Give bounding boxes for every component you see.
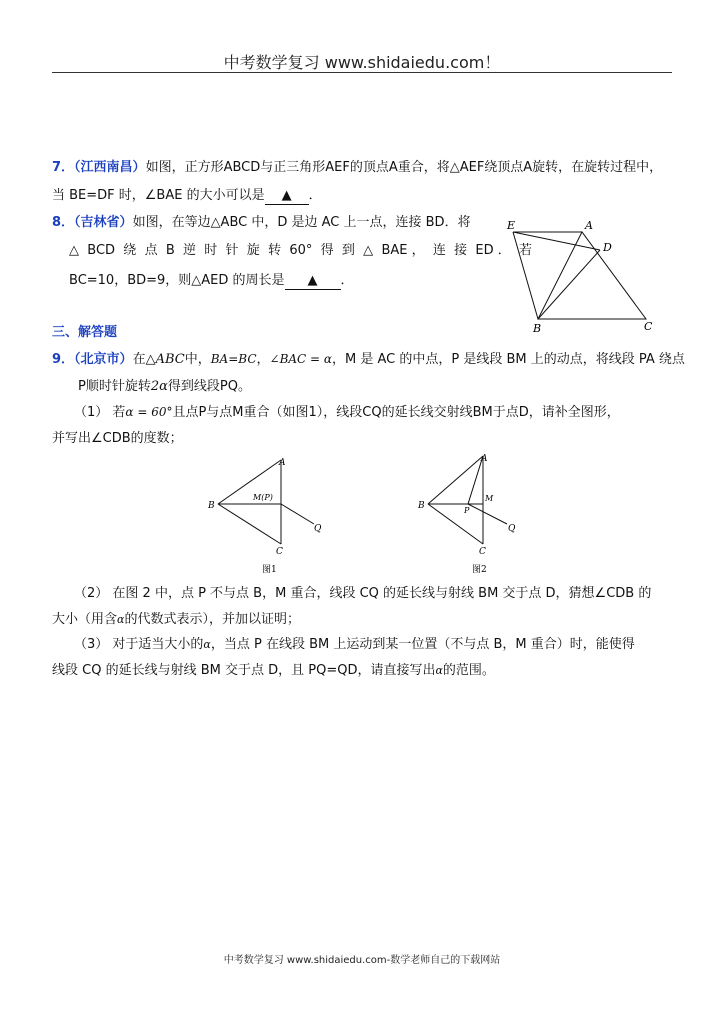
- fig2-label-a: A: [481, 454, 488, 464]
- q9-part2-line2: [52, 611, 300, 628]
- q7-number: 7．: [52, 160, 75, 175]
- fig1-label-c: C: [276, 547, 283, 557]
- q9-part3-a: （3） 对于适当大小的: [74, 637, 204, 652]
- q9-math-alpha60: α = 60°: [125, 405, 173, 419]
- q9-part3-alpha: α: [203, 638, 211, 651]
- q9-text-2a: P顺时针旋转: [78, 379, 151, 394]
- q9-math-ba-bc: BA=BC: [210, 352, 257, 366]
- q8-line3: [69, 272, 354, 290]
- q8-segment-ed: [513, 232, 600, 250]
- fig2-caption: 图2: [472, 565, 487, 574]
- q8-text-3: BC=10，BD=9，则△AED 的周长是: [69, 273, 285, 288]
- fig1-label-a: A: [279, 458, 286, 468]
- fig2-segment-pq: [468, 504, 507, 524]
- q9-text-1c: 中，: [184, 352, 211, 367]
- q8-text-1: 如图，在等边△ABC 中，D 是边 AC 上一点，连接 BD．将: [132, 215, 471, 230]
- q8-triangle-abc: [538, 232, 646, 319]
- header-rule: [52, 72, 672, 73]
- q9-part1-c: 且点P与点M重合（如图1），线段CQ的延长线交射线BM于点D，请补全图形，: [172, 405, 620, 420]
- q7-text-2-end: ．: [308, 188, 322, 203]
- q9-part3-d: 线段 CQ 的延长线与射线 BM 交于点 D，且 PQ=QD，请直接写出: [52, 663, 436, 678]
- q8-label-c: C: [644, 320, 653, 333]
- q8-label-b: B: [533, 322, 542, 335]
- q8-line1: [52, 214, 471, 231]
- fig2-segment-bc: [428, 504, 483, 544]
- q7-text-2: 当 BE=DF 时，∠BAE 的大小可以是: [52, 188, 265, 203]
- q9-figure-2: [414, 448, 524, 574]
- q9-part1-a: （1） 若: [74, 405, 126, 420]
- q9-part3-line1: [74, 636, 635, 653]
- q9-text-1a: 在: [132, 352, 146, 367]
- q8-figure: [500, 212, 670, 337]
- q9-text-2c: 得到线段PQ。: [167, 379, 251, 394]
- fig2-label-p: P: [464, 506, 470, 515]
- q9-math-abc: △ABC: [145, 352, 185, 367]
- q9-line1: [52, 351, 685, 368]
- page-header-title: 中考数学复习 www.shidaiedu.com！: [223, 53, 501, 72]
- fig2-label-q: Q: [508, 524, 516, 534]
- fig1-segment-mq: [281, 504, 314, 524]
- q8-number: 8．: [52, 215, 75, 230]
- q9-part2-line1: （2） 在图 2 中，点 P 不与点 B，M 重合，线段 CQ 的延长线与射线 BM 交于点 D，猜想∠CDB 的: [74, 586, 652, 601]
- q8-segment-eb: [513, 232, 538, 319]
- fig2-segment-ba: [428, 456, 483, 504]
- q8-label-d: D: [603, 241, 612, 254]
- section-3-title: 三、解答题: [52, 325, 118, 340]
- q9-math-2alpha: 2α: [150, 379, 168, 394]
- q9-part3-e: 的范围。: [442, 663, 495, 678]
- q8-source: （吉林省）: [74, 215, 133, 230]
- q8-answer-blank: ▲: [285, 272, 341, 290]
- q9-number: 9．: [52, 352, 75, 367]
- q7-line1: [52, 159, 662, 176]
- fig1-caption: 图1: [262, 565, 277, 574]
- q9-part3-line2: [52, 662, 495, 679]
- fig1-label-m: M(P): [253, 493, 273, 502]
- q9-text-1e: ，: [256, 352, 270, 367]
- q9-math-angle: ∠BAC = α: [269, 352, 333, 366]
- q7-line2: [52, 187, 322, 205]
- fig2-label-m: M: [485, 494, 494, 503]
- q9-figure-1: [204, 452, 334, 574]
- q8-text-2: △ BCD 绕 点 B 逆 时 针 旋 转 60° 得 到 △ BAE ， 连 接 ED ． 若: [69, 243, 533, 258]
- q9-part3-c: ，当点 P 在线段 BM 上运动到某一位置（不与点 B，M 重合）时，能使得: [210, 637, 635, 652]
- q9-part2-a: 大小（用含: [52, 612, 118, 627]
- q8-label-a: A: [585, 219, 593, 232]
- q9-text-1g: ，M 是 AC 的中点，P 是线段 BM 上的动点，将线段 PA 绕点: [332, 352, 685, 367]
- page-footer: 中考数学复习 www.shidaiedu.com-数学老师自己的下载网站: [223, 955, 501, 966]
- q9-part1-line2: 并写出∠CDB的度数；: [52, 431, 183, 446]
- q9-line2: [78, 378, 251, 395]
- q8-segment-bd: [538, 250, 600, 319]
- q9-source: （北京市）: [74, 352, 133, 367]
- fig1-segment-bc: [218, 504, 281, 544]
- fig1-label-b: B: [208, 501, 215, 511]
- fig1-label-q: Q: [314, 524, 322, 534]
- q9-part2-alpha: α: [117, 613, 125, 626]
- q9-part3-alpha-2: α: [435, 664, 443, 677]
- fig2-label-c: C: [479, 547, 486, 557]
- q8-label-e: E: [507, 219, 516, 232]
- q7-text-1: 如图，正方形ABCD与正三角形AEF的顶点A重合，将△AEF绕顶点A旋转，在旋转过程中，: [145, 160, 663, 175]
- q8-text-3-end: ．: [340, 273, 354, 288]
- q7-answer-blank: ▲: [265, 187, 309, 205]
- q9-part1-line1: [74, 404, 620, 421]
- q9-part2-c: 的代数式表示），并加以证明；: [124, 612, 300, 627]
- q7-source: （江西南昌）: [74, 160, 146, 175]
- fig2-label-b: B: [418, 501, 425, 511]
